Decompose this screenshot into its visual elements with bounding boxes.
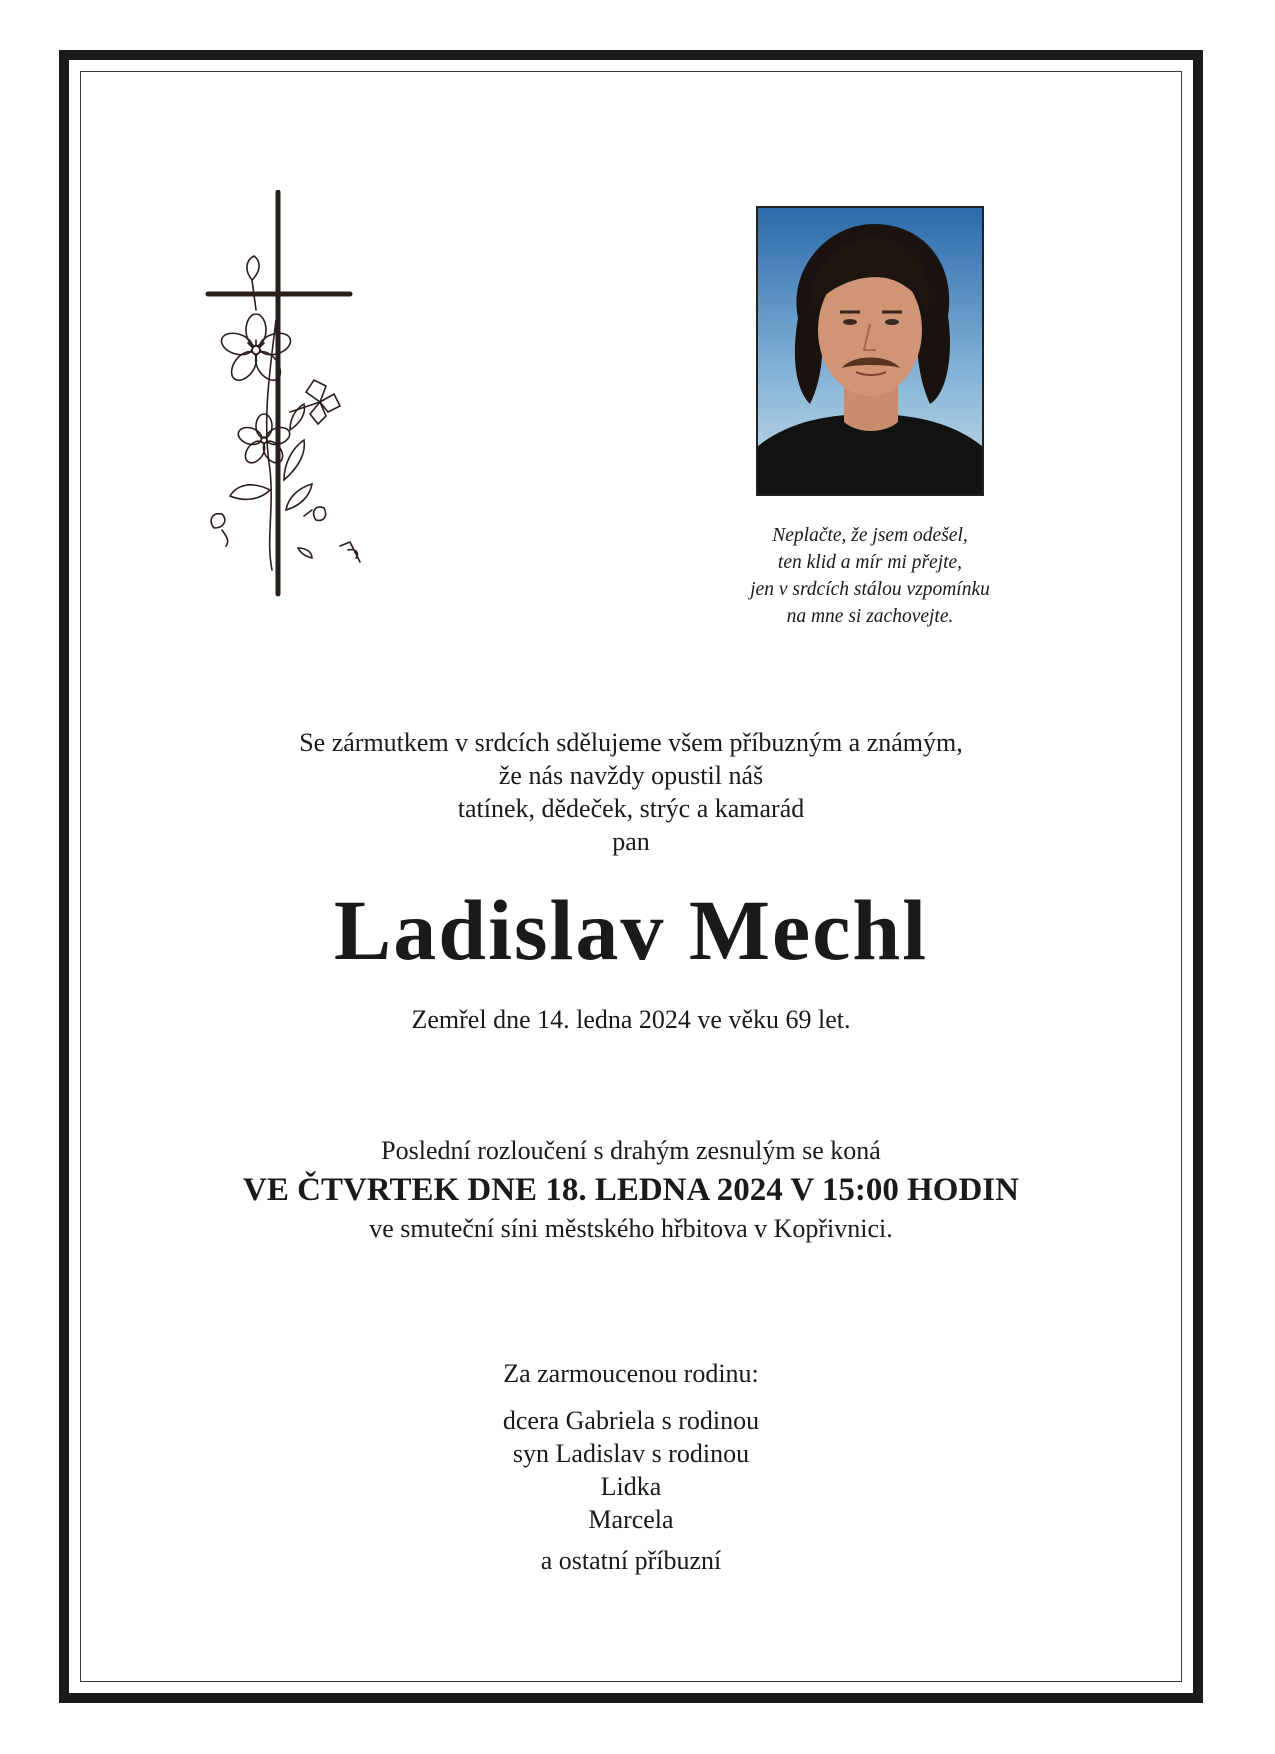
funeral-info: [80, 1134, 1182, 1246]
funeral-date-time: VE ČTVRTEK DNE 18. LEDNA 2024 V 15:00 HODIN: [243, 1172, 1019, 1208]
poem-line: jen v srdcích stálou vzpomínku: [750, 579, 990, 600]
family-member: dcera Gabriela s rodinou: [502, 1406, 760, 1435]
grieving-family: [80, 1357, 1182, 1577]
family-others: a ostatní příbuzní: [540, 1546, 722, 1575]
poem-line: na mne si zachovejte.: [786, 606, 954, 627]
cross-with-flowers-icon: [200, 190, 400, 600]
announcement-line: pan: [612, 827, 650, 856]
announcement-line: Se zármutkem v srdcích sdělujeme všem příbuzným a známým,: [299, 728, 963, 757]
funeral-intro: Poslední rozloučení s drahým zesnulým se koná: [381, 1136, 881, 1165]
death-announcement: [80, 726, 1182, 858]
poem-line: ten klid a mír mi přejte,: [777, 552, 963, 573]
poem-line: Neplačte, že jsem odešel,: [772, 525, 968, 546]
family-member: Lidka: [600, 1472, 662, 1501]
announcement-line: že nás navždy opustil náš: [498, 761, 764, 790]
deceased-name: Ladislav Mechl: [333, 882, 929, 978]
memorial-poem: [680, 522, 1060, 630]
portrait-photo: [756, 206, 984, 496]
family-member: Marcela: [588, 1505, 674, 1534]
family-heading: Za zarmoucenou rodinu:: [503, 1359, 759, 1388]
family-member: syn Ladislav s rodinou: [512, 1439, 750, 1468]
announcement-line: tatínek, dědeček, strýc a kamarád: [457, 794, 805, 823]
death-date-line: Zemřel dne 14. ledna 2024 ve věku 69 let.: [411, 1005, 851, 1034]
funeral-place: ve smuteční síni městského hřbitova v Kopřivnici.: [369, 1214, 893, 1243]
